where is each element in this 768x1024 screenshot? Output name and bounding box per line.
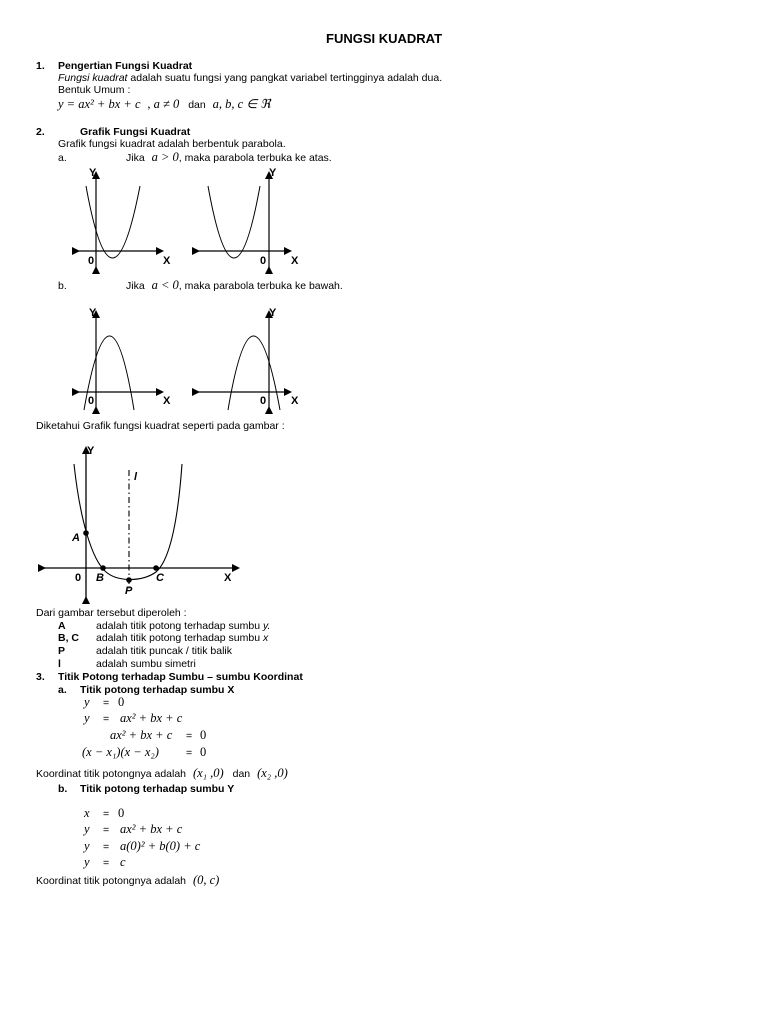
x-intercept-dan: dan bbox=[232, 768, 251, 780]
def-key-l: l bbox=[58, 658, 61, 670]
eq-a4-lhs: (x − x₁)(x − x₂) bbox=[82, 745, 159, 759]
x-intercept-point-1: (x₁ ,0) bbox=[192, 766, 224, 780]
fig-a-label: A bbox=[72, 532, 80, 544]
def-key-p: P bbox=[58, 645, 66, 657]
y-intercept-coord-text: Koordinat titik potongnya adalah bbox=[36, 875, 187, 887]
point-c bbox=[153, 565, 159, 571]
eq-b1-eq: = bbox=[103, 808, 110, 820]
y-intercept-point: (0, c) bbox=[192, 873, 220, 887]
graph-b1-y-label: Y bbox=[89, 307, 97, 319]
eq-a3-rhs: 0 bbox=[200, 728, 207, 742]
eq-b3-lhs: y bbox=[84, 839, 90, 853]
graph-a1-y-label: Y bbox=[89, 167, 97, 179]
graph-b2-x-label: X bbox=[291, 395, 299, 407]
eq-a2-eq: = bbox=[103, 713, 110, 725]
eq-b1-rhs: 0 bbox=[118, 806, 125, 820]
section-2-heading: Grafik Fungsi Kuadrat bbox=[80, 126, 191, 138]
def-value-a-text: adalah titik potong terhadap sumbu bbox=[96, 620, 261, 632]
point-a bbox=[83, 530, 89, 536]
def-value-bc bbox=[96, 632, 268, 644]
point-p bbox=[126, 577, 132, 583]
section-1-heading: Pengertian Fungsi Kuadrat bbox=[58, 60, 193, 72]
formula-condition: , a ≠ 0 bbox=[147, 97, 180, 111]
eq-b2-eq: = bbox=[103, 824, 110, 836]
eq-a3-lhs: ax² + bx + c bbox=[110, 728, 173, 742]
graph-b2-origin: 0 bbox=[260, 395, 267, 407]
bentuk-umum-label: Bentuk Umum : bbox=[58, 84, 131, 96]
x-intercept-point-2: (x₂ ,0) bbox=[257, 766, 288, 780]
fig-l-label: l bbox=[134, 471, 138, 483]
eq-a3-eq: = bbox=[186, 730, 193, 742]
fig-origin: 0 bbox=[75, 572, 82, 584]
case-a-text: , maka parabola terbuka ke atas. bbox=[178, 152, 332, 164]
subsection-b-heading: Titik potong terhadap sumbu Y bbox=[80, 783, 235, 795]
section-1-number: 1. bbox=[36, 60, 45, 72]
fig-x-label: X bbox=[224, 572, 232, 584]
subsection-b-label: b. bbox=[58, 783, 68, 795]
graph-b1-x-label: X bbox=[163, 395, 171, 407]
fig-b-label: B bbox=[96, 572, 104, 584]
section-2-number: 2. bbox=[36, 126, 45, 138]
def-key-bc: B, C bbox=[58, 632, 79, 644]
case-b-text: , maka parabola terbuka ke bawah. bbox=[178, 280, 343, 292]
eq-b1-lhs: x bbox=[84, 806, 90, 820]
eq-a1-lhs: y bbox=[84, 695, 90, 709]
eq-b4-lhs: y bbox=[84, 855, 90, 869]
def-value-p: adalah titik puncak / titik balik bbox=[96, 645, 232, 657]
subsection-a-heading: Titik potong terhadap sumbu X bbox=[80, 684, 235, 696]
graph-a2-origin: 0 bbox=[260, 255, 267, 267]
eq-a4-eq: = bbox=[186, 747, 193, 759]
given-text: Diketahui Grafik fungsi kuadrat seperti pada gambar : bbox=[36, 420, 285, 432]
case-a-label: a. bbox=[58, 152, 67, 164]
eq-a2-rhs: ax² + bx + c bbox=[120, 711, 183, 725]
eq-b4-eq: = bbox=[103, 857, 110, 869]
def-value-a-var: y. bbox=[262, 620, 271, 632]
eq-a2-lhs: y bbox=[84, 711, 90, 725]
eq-b3-eq: = bbox=[103, 841, 110, 853]
subsection-a-label: a. bbox=[58, 684, 67, 696]
case-b-label: b. bbox=[58, 280, 67, 292]
eq-b2-rhs: ax² + bx + c bbox=[120, 822, 183, 836]
eq-b2-lhs: y bbox=[84, 822, 90, 836]
section-3-heading: Titik Potong terhadap Sumbu – sumbu Koordinat bbox=[58, 671, 303, 683]
graph-a2-y-label: Y bbox=[269, 167, 277, 179]
y-intercept-coord-line bbox=[36, 873, 219, 888]
graph-b1-origin: 0 bbox=[88, 395, 95, 407]
case-b-jika: Jika bbox=[126, 280, 145, 292]
eq-b3-rhs: a(0)² + b(0) + c bbox=[120, 839, 201, 853]
section-2-description: Grafik fungsi kuadrat adalah berbentuk parabola. bbox=[58, 138, 286, 150]
dan-text: dan bbox=[188, 99, 206, 111]
eq-b4-rhs: c bbox=[120, 855, 126, 869]
fig-y-label: Y bbox=[87, 445, 95, 457]
eq-a1-eq: = bbox=[103, 697, 110, 709]
graph-b2-y-label: Y bbox=[269, 307, 277, 319]
def-key-a: A bbox=[58, 620, 66, 632]
def-value-bc-text: adalah titik potong terhadap sumbu bbox=[96, 632, 261, 644]
def-value-bc-var: x bbox=[262, 632, 269, 644]
def-value-l: adalah sumbu simetri bbox=[96, 658, 196, 670]
obtained-text: Dari gambar tersebut diperoleh : bbox=[36, 607, 187, 619]
section-3-number: 3. bbox=[36, 671, 45, 683]
case-a-jika: Jika bbox=[126, 152, 145, 164]
eq-a1-rhs: 0 bbox=[118, 695, 125, 709]
graph-a1-origin: 0 bbox=[88, 255, 95, 267]
coefficient-domain: a, b, c ∈ ℜ bbox=[212, 97, 271, 111]
x-intercept-coord-line bbox=[36, 766, 288, 781]
general-formula: y = ax² + bx + c bbox=[58, 97, 141, 111]
graph-a2-x-label: X bbox=[291, 255, 299, 267]
definition-term: Fungsi kuadrat bbox=[58, 72, 128, 84]
case-a-condition: a > 0 bbox=[151, 150, 179, 164]
graph-a1-x-label: X bbox=[163, 255, 171, 267]
fig-p-label: P bbox=[125, 585, 133, 597]
definition-text: adalah suatu fungsi yang pangkat variabel tertingginya adalah dua. bbox=[130, 72, 443, 84]
point-b bbox=[100, 565, 106, 571]
x-intercept-coord-text: Koordinat titik potongnya adalah bbox=[36, 768, 187, 780]
fig-c-label: C bbox=[156, 572, 164, 584]
def-value-a bbox=[96, 620, 270, 632]
eq-a4-rhs: 0 bbox=[200, 745, 207, 759]
case-b-condition: a < 0 bbox=[151, 278, 179, 292]
page-title: FUNGSI KUADRAT bbox=[326, 31, 443, 46]
